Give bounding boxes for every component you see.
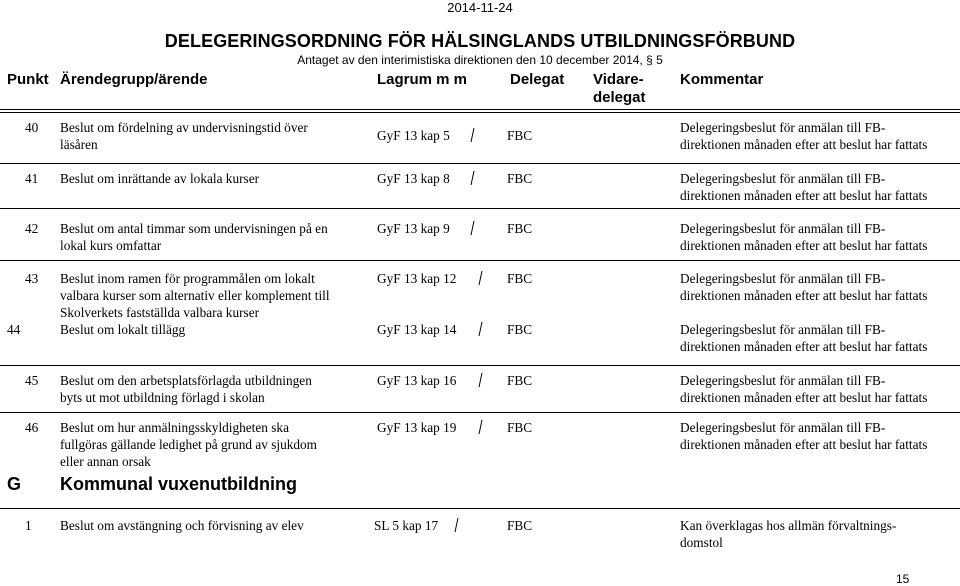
row-arende: Beslut om den arbetsplatsförlagda utbildningen <box>60 373 312 388</box>
row-lagrum: SL 5 kap 17 <box>374 518 439 533</box>
column-header-arende: Ärendegrupp/ärende <box>60 71 208 88</box>
row-kommentar: direktionen månaden efter att beslut har fattats <box>680 188 928 203</box>
row-kommentar: direktionen månaden efter att beslut har fattats <box>680 288 928 303</box>
row-lagrum: GyF 13 kap 12 <box>377 271 457 286</box>
row-arende: Beslut inom ramen för programmålen om lokalt <box>60 271 315 286</box>
row-arende: byts ut mot utbildning förlagd i skolan <box>60 390 265 405</box>
row-kommentar: direktionen månaden efter att beslut har fattats <box>680 437 928 452</box>
document-title: DELEGERINGSORDNING FÖR HÄLSINGLANDS UTBILDNINGSFÖRBUND <box>164 31 796 51</box>
paragraph-mark <box>455 518 459 532</box>
column-header-vidaredelegat-line1: Vidare- <box>593 71 644 88</box>
row-arende: Beslut om inrättande av lokala kurser <box>60 171 260 186</box>
page-number: 15 <box>896 572 910 586</box>
row-divider <box>0 163 960 164</box>
row-lagrum: GyF 13 kap 16 <box>377 373 457 388</box>
row-arende: Beslut om antal timmar som undervisningen på en <box>60 221 328 236</box>
paragraph-mark <box>471 221 475 235</box>
column-header-punkt: Punkt <box>7 71 49 88</box>
column-header-delegat: Delegat <box>510 71 565 88</box>
document-subtitle: Antaget av den interimistiska direktionen den 10 december 2014, § 5 <box>297 53 663 67</box>
paragraph-mark <box>471 128 475 142</box>
row-number: 43 <box>25 271 39 286</box>
row-arende: Beslut om avstängning och förvisning av elev <box>60 518 304 533</box>
row-delegat: FBC <box>507 420 533 435</box>
row-number: 44 <box>7 322 21 337</box>
row-delegat: FBC <box>507 128 533 143</box>
row-kommentar: Kan överklagas hos allmän förvaltnings- <box>680 518 897 533</box>
row-kommentar: direktionen månaden efter att beslut har fattats <box>680 390 928 405</box>
row-kommentar: domstol <box>680 535 723 550</box>
row-delegat: FBC <box>507 271 533 286</box>
row-lagrum: GyF 13 kap 8 <box>377 171 450 186</box>
row-divider <box>0 412 960 413</box>
section-letter: G <box>7 474 22 494</box>
row-arende: lokal kurs omfattar <box>60 238 162 253</box>
row-delegat: FBC <box>507 171 533 186</box>
paragraph-mark <box>479 373 483 387</box>
header-rule-top <box>0 109 960 110</box>
row-arende: läsåren <box>60 137 98 152</box>
column-header-kommentar: Kommentar <box>680 71 764 88</box>
row-delegat: FBC <box>507 373 533 388</box>
row-lagrum: GyF 13 kap 14 <box>377 322 457 337</box>
row-arende: Beslut om hur anmälningsskyldigheten ska <box>60 420 289 435</box>
paragraph-mark <box>479 420 483 434</box>
column-header-lagrum: Lagrum m m <box>377 71 468 88</box>
row-number: 41 <box>25 171 39 186</box>
column-header-vidaredelegat-line2: delegat <box>593 89 646 106</box>
row-arende: eller annan orsak <box>60 454 151 469</box>
row-divider <box>0 365 960 366</box>
row-number: 1 <box>25 518 32 533</box>
row-lagrum: GyF 13 kap 5 <box>377 128 450 143</box>
row-arende: Skolverkets fastställda valbara kurser <box>60 305 260 320</box>
document-date: 2014-11-24 <box>447 0 513 15</box>
section-title: Kommunal vuxenutbildning <box>60 474 297 494</box>
row-kommentar: Delegeringsbeslut för anmälan till FB- <box>680 171 886 186</box>
row-number: 40 <box>25 120 39 135</box>
header-rule-bottom <box>0 112 960 113</box>
row-kommentar: direktionen månaden efter att beslut har fattats <box>680 137 928 152</box>
row-number: 45 <box>25 373 39 388</box>
paragraph-mark <box>471 171 475 185</box>
row-divider <box>0 208 960 209</box>
row-kommentar: direktionen månaden efter att beslut har fattats <box>680 339 928 354</box>
row-arende: Beslut om lokalt tillägg <box>60 322 186 337</box>
row-arende: Beslut om fördelning av undervisningstid över <box>60 120 308 135</box>
row-divider <box>0 260 960 261</box>
row-number: 46 <box>25 420 39 435</box>
row-number: 42 <box>25 221 39 236</box>
row-kommentar: Delegeringsbeslut för anmälan till FB- <box>680 420 886 435</box>
row-arende: valbara kurser som alternativ eller komplement till <box>60 288 330 303</box>
row-kommentar: Delegeringsbeslut för anmälan till FB- <box>680 271 886 286</box>
row-lagrum: GyF 13 kap 19 <box>377 420 457 435</box>
row-arende: fullgöras gällande ledighet på grund av sjukdom <box>60 437 318 452</box>
paragraph-mark <box>479 271 483 285</box>
row-delegat: FBC <box>507 518 533 533</box>
row-kommentar: Delegeringsbeslut för anmälan till FB- <box>680 373 886 388</box>
row-divider <box>0 508 960 509</box>
row-kommentar: Delegeringsbeslut för anmälan till FB- <box>680 120 886 135</box>
row-kommentar: Delegeringsbeslut för anmälan till FB- <box>680 221 886 236</box>
row-lagrum: GyF 13 kap 9 <box>377 221 450 236</box>
row-kommentar: Delegeringsbeslut för anmälan till FB- <box>680 322 886 337</box>
row-kommentar: direktionen månaden efter att beslut har fattats <box>680 238 928 253</box>
row-delegat: FBC <box>507 221 533 236</box>
paragraph-mark <box>479 322 483 336</box>
row-delegat: FBC <box>507 322 533 337</box>
